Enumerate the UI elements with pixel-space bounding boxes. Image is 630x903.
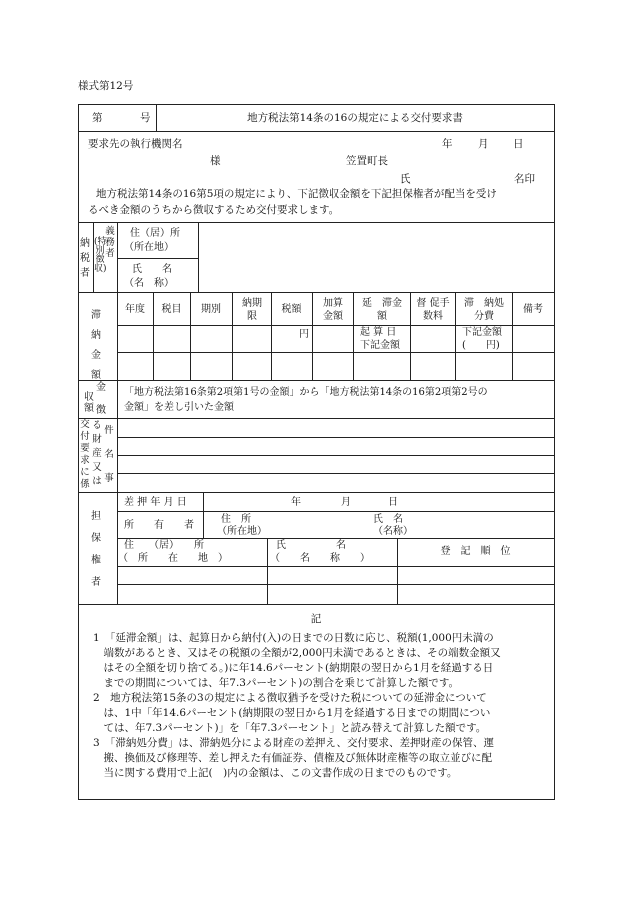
issuer-org: 笠置町長 [346, 155, 388, 167]
col-disposal-fee: 滞 納処分費 [464, 298, 504, 322]
issuer-name-label: 氏 [400, 173, 411, 185]
owner-label: 所 有 者 [124, 520, 194, 531]
collection-label-2: 収額 [84, 392, 94, 414]
collection-text-line-1: 「地方税法第16条第2項第1号の金額」から「地方税法第14条の16第2項第2号の [124, 387, 488, 398]
collection-label-1: 金 [96, 382, 106, 393]
note-line: 当に関する費用で上記( )内の金額は、この文書作成の日までのものです。 [93, 767, 458, 779]
note-line: 2 地方税法第15条の3の規定による徴収猶予を受けた税についての延滞金について [93, 692, 487, 704]
form-title: 地方税法第14条の16の規定による交付要求書 [247, 112, 463, 124]
notes-list [93, 631, 501, 781]
disposal-amount-label: 下記金額 [462, 327, 502, 338]
date-month: 月 [478, 138, 489, 150]
security-side-label: 担保権者 [91, 511, 101, 588]
taxpayer-name-sub: （名 称） [124, 278, 174, 289]
note-line: 3 「滞納処分費」は、滞納処分による財産の差押え、交付要求、差押財産の保管、運 [93, 737, 495, 749]
taxpayer-name-label: 氏 名 [132, 264, 172, 275]
owner-address-label: 住 所 [221, 514, 251, 525]
col-additional: 加算金額 [323, 298, 343, 322]
seizure-year: 年 [291, 497, 301, 508]
owner-name-sub: （名称） [373, 526, 413, 537]
note-line: までの期間については、年7.3パーセント)の割合を乗じて計算した額です。 [93, 677, 460, 689]
collection-text-line-2: 金額」を差し引いた金額 [124, 402, 234, 413]
col-year: 年度 [125, 304, 145, 315]
delinquent-side-label: 滞納金額 [91, 310, 101, 381]
note-line: 端数があるとき、又はその税額の全額が2,000円未満であるときは、その端数金額又 [93, 647, 501, 659]
number-suffix: 号 [140, 112, 151, 124]
seizure-day: 日 [388, 497, 398, 508]
col-late-fee: 延 滞金 額 [362, 298, 412, 322]
recipient-label: 要求先の執行機関名 [88, 138, 183, 150]
note-line: はその全額を切り捨てる。)に年14.6パーセント(納期限の翌日から1月を経過する日 [93, 662, 494, 674]
honorific: 様 [210, 155, 221, 167]
owner-address-sub: （所在地） [217, 526, 267, 537]
notes-heading: 記 [310, 613, 322, 625]
start-date-label: 起 算 日 [360, 327, 397, 338]
holder-address-label: 住 （居） 所 [124, 540, 204, 551]
seizure-month: 月 [341, 497, 351, 508]
owner-name-label: 氏 名 [373, 514, 403, 525]
registry-order-label: 登 記 順 位 [440, 546, 511, 557]
col-period: 期別 [201, 304, 221, 315]
property-label-col-1: 交付要求に係 [80, 419, 90, 490]
date-year: 年 [442, 138, 453, 150]
note-line: は、1中「年14.6パーセント(納期限の翌日から1月を経過する日までの期間につい [93, 707, 491, 719]
holder-name-sub: （ 名 称 ） [270, 553, 370, 564]
taxpayer-sub-label-2: (特別徴収) [94, 237, 107, 274]
request-body-line-2: るべき金額のうちから徴収するため交付要求します。 [88, 204, 340, 216]
property-label-col-3: 件名事 [104, 425, 114, 484]
collection-label-3: 徴 [96, 405, 106, 416]
holder-name-label: 氏 名 [276, 540, 346, 551]
seal-label: 名印 [514, 173, 535, 185]
start-date-sub: 下記金額 [360, 340, 400, 351]
date-day: 日 [513, 138, 524, 150]
request-body-line-1: 地方税法第14条の16第5項の規定により、下記徴収金額を下記担保権者が配当を受け [96, 188, 497, 200]
property-label-col-2: る財産又は [92, 420, 102, 487]
note-line: ては、年7.3パーセント)」を「年7.3パーセント」と読み替えて計算した額です。 [93, 722, 487, 734]
number-label: 第 [92, 112, 103, 124]
col-reminder-fee: 督 促手数料 [416, 298, 450, 322]
taxpayer-side-label: 納税者 [80, 238, 90, 279]
form-number: 様式第12号 [78, 80, 134, 92]
taxpayer-address-label: 住（居）所 [130, 228, 180, 239]
taxpayer-address-sub: （所在地） [124, 242, 174, 253]
note-line: 搬、換価及び修理等、差し押えた有価証券、債権及び無体財産権等の取立並びに配 [93, 752, 492, 764]
col-due-date: 納期限 [242, 298, 262, 322]
col-tax-item: 税目 [161, 304, 182, 315]
holder-address-sub: （ 所 在 地 ） [118, 553, 228, 564]
note-line: 1 「延滞金額」は、起算日から納付(入)の日までの日数に応じ、税額(1,000円未満の [93, 632, 494, 644]
yen-unit: 円 [299, 329, 309, 340]
seizure-date-label: 差 押 年 月 日 [124, 497, 187, 508]
col-remarks: 備考 [523, 304, 543, 315]
col-tax-amount: 税額 [281, 304, 302, 315]
disposal-amount-sub: ( 円) [462, 340, 500, 351]
taxpayer-sub-label-1: 義務者 [105, 226, 115, 259]
